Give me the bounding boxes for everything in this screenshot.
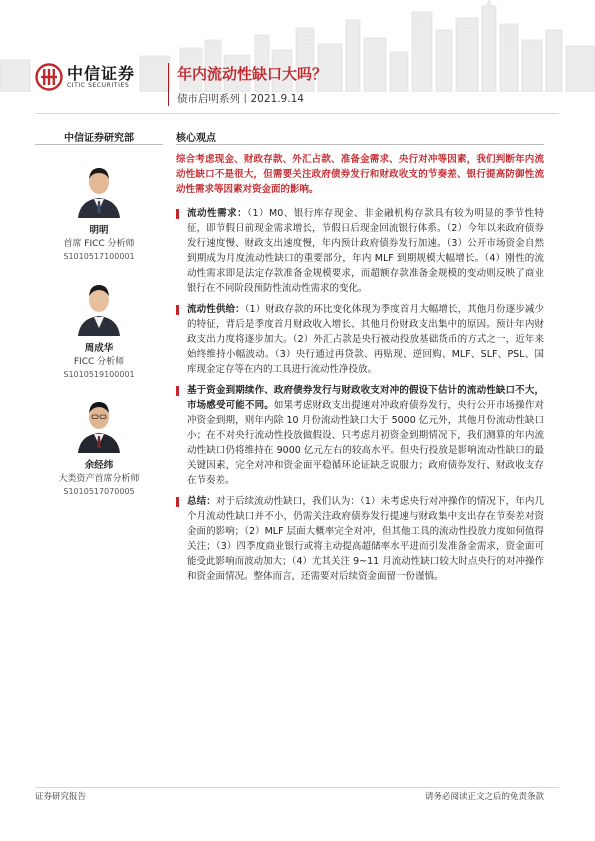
company-logo	[35, 63, 135, 91]
footer-report-type: 证券研究报告	[35, 792, 87, 802]
citic-logo-icon	[35, 63, 63, 91]
paragraph-body: （1）M0、银行库存现金、非金融机构存款具有较为明显的季节性特征，即节假日前现金需求增长，节假日后现金回流银行体系。（2）今年以来政府债券发行速度慢、财政支出速度慢，年内预计政府债券发行加速。（3）公开市场资金自然到期成为月度流动性缺口的重要部分，年内 MLF 到期规模大幅增长。（4）刚性的流动性需求即是法定存款准备金规模要求，而超额存款准备金规模的变动则反映了商业银行在不同阶段预防性流动性需求的变化。	[187, 208, 544, 294]
left-heading-rule	[35, 144, 163, 145]
analyst-license-id: S1010517070005	[63, 487, 135, 496]
analyst-card	[35, 278, 163, 381]
paragraph-body: （1）财政存款的环比变化体现为季度首月大幅增长，其他月份逐步减少的特征，背后是季度首月财政收入增长、其他月份财政支出集中的原因。预计年内财政支出力度将逐步加大。（2）外汇占款是央行被动投放基础货币的方式之一，近年来始终维持小幅波动。（3）央行通过再贷款、再贴现、逆回购、MLF、SLF、PSL、国库现金定存等在内的工具进行流动性净投放。	[187, 304, 544, 375]
paragraph-lead: 总结：	[187, 496, 216, 507]
paragraph-lead: 流动性供给：	[187, 304, 245, 315]
header-divider	[168, 63, 169, 106]
footer-disclaimer-note: 请务必阅读正文之后的免责条款	[424, 792, 544, 802]
logo-chinese-name: 中信证券	[67, 63, 136, 83]
analyst-license-id: S1010517100001	[63, 252, 135, 261]
paragraph-body: 对于后续流动性缺口，我们认为：（1）未考虑央行对冲操作的情况下，年内几个月流动性缺口并不小，仍需关注政府债券发行提速与财政集中支出存在节奏差对资金面的影响；（2）MLF 层面大概率完全对冲，但其他工具的流动性投放力度如何值得关注；（3）四季度商业银行或将主动提高超储率水平进而引发准备金需求，资金面可能受此影响而波动加大；（4）尤其关注 9~11 月流动性缺口较大时点央行的对冲操作和资金面情况。整体而言，还需要对后续资金面留一份谨慎。	[187, 496, 544, 582]
paragraph-body: 如果考虑财政支出提速对冲政府债券发行，央行公开市场操作对冲资金到期，则年内除 10 月份流动性缺口大于 5000 亿元外，其他月份流动性缺口小；在不对央行流动性投放做假设、只考虑月初资金到期情况下，我们测算的年内流动性缺口仍将维持在 9000 亿元左右的较高水平。但央行投放是影响流动性缺口的最关键因素，完全对冲和资金面平稳循环论证缺乏说服力；政府债券发行、财政收支存在节奏差。	[187, 400, 544, 486]
analyst-photo-icon	[76, 395, 122, 453]
paragraph-lead: 基于资金到期续作、政府债券发行与财政收支对冲的假设下估计的流动性缺口不大，市场感受可能不同。	[187, 385, 544, 411]
analyst-name: 余经纬	[84, 460, 114, 471]
analyst-name: 明明	[89, 225, 109, 236]
report-subtitle: 债市启明系列丨2021.9.14	[177, 93, 304, 105]
analyst-title: 首席 FICC 分析师	[63, 239, 135, 249]
analyst-license-id: S1010519100001	[63, 370, 135, 379]
logo-english-name: CITIC SECURITIES	[67, 81, 130, 89]
viewpoint-paragraph	[176, 302, 544, 377]
analyst-name: 周成华	[84, 343, 114, 354]
analyst-card	[35, 160, 163, 263]
paragraph-lead: 流动性需求：	[187, 208, 248, 219]
analyst-photo-icon	[76, 278, 122, 336]
analyst-photo-icon	[76, 160, 122, 218]
core-views-body	[176, 152, 544, 590]
viewpoint-paragraph	[176, 383, 544, 488]
viewpoint-paragraph	[176, 494, 544, 584]
right-heading-rule	[176, 144, 544, 145]
analyst-title: FICC 分析师	[73, 357, 125, 367]
research-dept-heading: 中信证券研究部	[64, 133, 134, 144]
summary-text: 综合考虑现金、财政存款、外汇占款、准备金需求、央行对冲等因素，我们判断年内流动性缺口不是很大，但需要关注政府债券发行和财政收支的节奏差、银行提高防御性流动性需求等因素对资金面的影响。	[176, 154, 544, 195]
core-views-heading: 核心观点	[176, 133, 216, 144]
analyst-card	[35, 395, 163, 498]
analyst-title: 大类资产首席分析师	[58, 474, 140, 484]
report-title: 年内流动性缺口大吗？	[177, 65, 328, 83]
footer-rule	[35, 787, 559, 788]
viewpoint-paragraph	[176, 206, 544, 296]
header-rule	[35, 113, 559, 114]
